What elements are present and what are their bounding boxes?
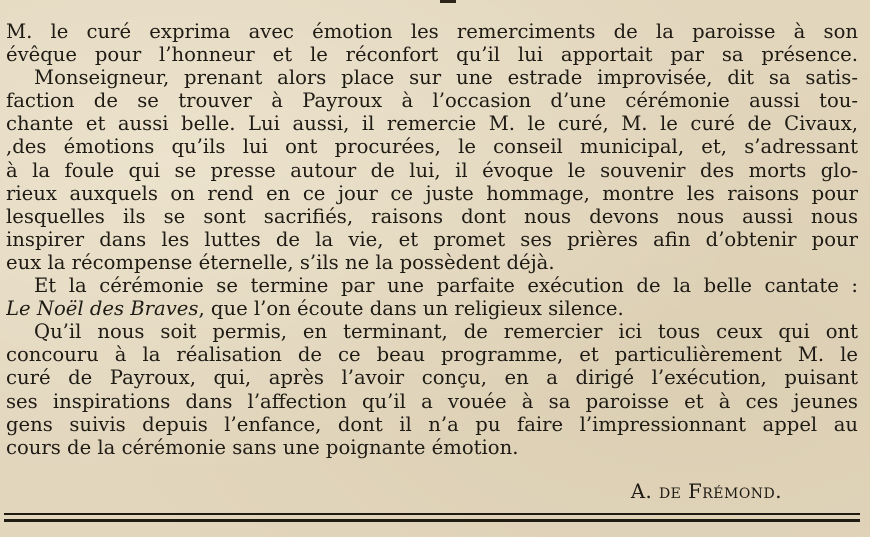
article-line-11: eux la récompense éternelle, s’ils ne la possèdent déjà. [6, 250, 555, 274]
article-line-13 [6, 297, 858, 320]
top-rule-fragment [440, 0, 456, 3]
cantata-title: Le Noël des Braves [6, 297, 199, 321]
article-line-13-text: , que l’on écoute dans un religieux silence. [198, 297, 624, 321]
article-line-9: lesquelles ils se sont sacrifiés, raisons dont nous devons nous aussi nous [6, 204, 858, 228]
article-line-10: inspirer dans les luttes de la vie, et promet ses prières afin d’obtenir pour [6, 227, 858, 251]
signature-name: de Frémond. [658, 480, 782, 503]
article-line-15: concouru à la réalisation de ce beau programme, et particulièrement M. le [6, 343, 858, 367]
article-line-2: évêque pour l’honneur et le réconfort qu’il lui apportait par sa présence. [6, 43, 858, 67]
article-line-3: Monseigneur, prenant alors place sur une estrade improvisée, dit sa satis- [34, 66, 858, 90]
article-body [6, 20, 858, 459]
bottom-rule-thick [4, 519, 860, 522]
article-line-6: ,des émotions qu’ils lui ont procurées, le conseil municipal, et, s’adressant [6, 135, 858, 159]
signature-initial: A. [630, 480, 659, 503]
article-line-1: M. le curé exprima avec émotion les remerciments de la paroisse à son [6, 20, 858, 43]
article-line-5: chante et aussi belle. Lui aussi, il remercie M. le curé, M. le curé de Civaux, [6, 112, 858, 136]
bottom-rule-thin [4, 513, 860, 515]
article-line-18: gens suivis depuis l’enfance, dont il n’a pu faire l’impressionnant appel au [6, 412, 858, 436]
article-line-4: faction de se trouver à Payroux à l’occasion d’une cérémonie aussi tou- [6, 89, 858, 113]
article-line-16: curé de Payroux, qui, après l’avoir conçu, en a dirigé l’exécution, puisant [6, 366, 858, 390]
article-line-7: à la foule qui se presse autour de lui, il évoque le souvenir des morts glo- [6, 158, 858, 182]
article-line-12: Et la cérémonie se termine par une parfaite exécution de la belle cantate : [34, 274, 858, 298]
author-signature [631, 480, 782, 503]
article-line-8: rieux auxquels on rend en ce jour ce juste hommage, montre les raisons pour [6, 181, 858, 205]
article-line-17: ses inspirations dans l’affection qu’il a vouée à sa paroisse et à ces jeunes [6, 389, 858, 413]
article-line-14: Qu’il nous soit permis, en terminant, de remercier ici tous ceux qui ont [34, 320, 858, 344]
article-line-19: cours de la cérémonie sans une poignante émotion. [6, 435, 519, 459]
